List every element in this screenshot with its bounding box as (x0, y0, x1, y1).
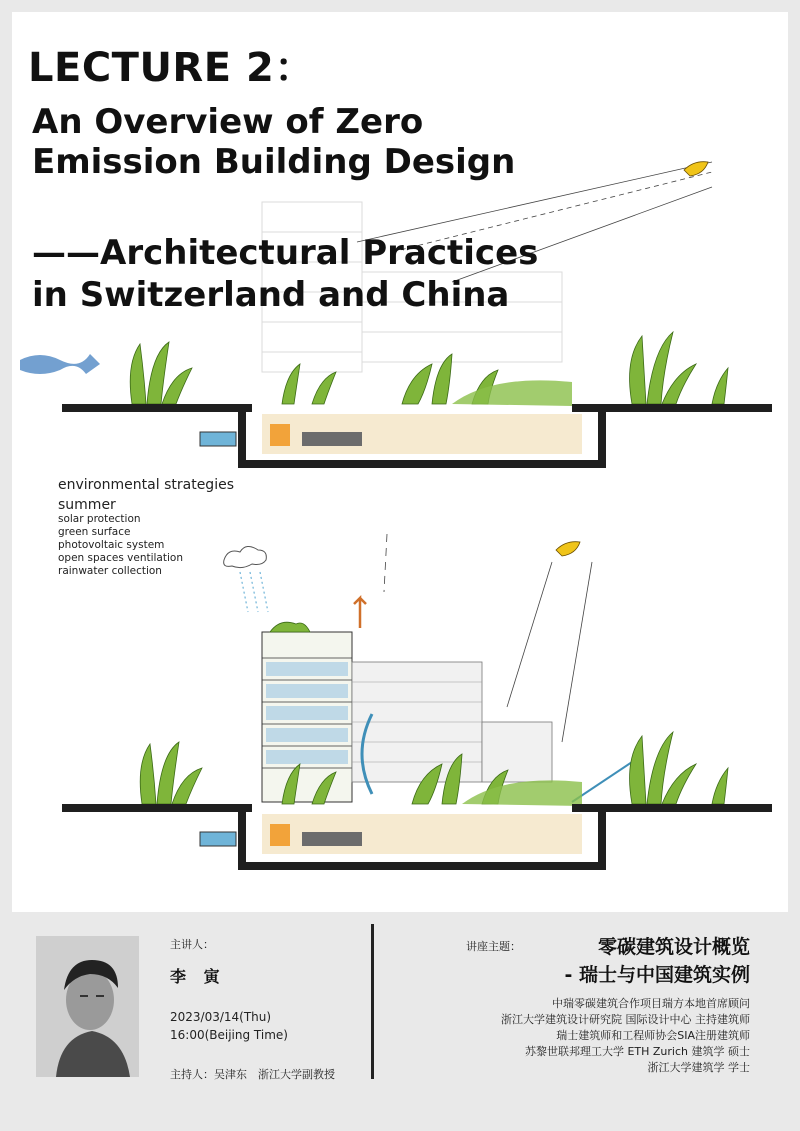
topic-line-1: 零碳建筑设计概览 (597, 936, 750, 958)
lecture-title (32, 102, 515, 182)
strategy-item: photovoltaic system (58, 539, 165, 551)
host-info: 主持人：吴津东 浙江大学副教授 (170, 1068, 335, 1081)
strategies-heading: environmental strategies (58, 477, 234, 493)
speaker-portrait (36, 936, 139, 1077)
bio-line: 浙江大学建筑设计研究院 国际设计中心 主持建筑师 (501, 1013, 750, 1026)
lecture-info-footer (0, 912, 800, 1131)
bio-line: 浙江大学建筑学 学士 (647, 1061, 750, 1074)
title-line-2: Emission Building Design (32, 142, 516, 182)
lecture-poster (12, 12, 788, 912)
subtitle-line-2: in Switzerland and China (32, 275, 510, 315)
strategy-item: solar protection (58, 513, 141, 525)
strategy-item: open spaces ventilation (58, 552, 183, 564)
lecture-number: LECTURE 2： (28, 45, 315, 91)
speaker-photo (36, 936, 139, 1077)
lecture-time: 16:00(Beijing Time) (170, 1028, 288, 1042)
lecture-subtitle (32, 232, 538, 316)
topic-label: 讲座主题： (466, 940, 521, 953)
bio-line: 瑞士建筑师和工程师协会SIA注册建筑师 (556, 1029, 750, 1042)
bio-line: 中瑞零碳建筑合作项目瑞方本地首席顾问 (552, 997, 750, 1010)
subtitle-line-1: ——Architectural Practices (32, 233, 539, 273)
speaker-name: 李 寅 (170, 967, 226, 986)
strategy-item: green surface (58, 526, 131, 538)
speaker-bio (501, 996, 750, 1076)
speaker-label: 主讲人： (170, 938, 214, 951)
title-line-1: An Overview of Zero (32, 102, 424, 142)
strategy-item: rainwater collection (58, 565, 162, 577)
vertical-divider (371, 924, 374, 1079)
topic-line-2: - 瑞士与中国建筑实例 (564, 964, 750, 986)
bio-line: 苏黎世联邦理工大学 ETH Zurich 建筑学 硕士 (524, 1045, 750, 1058)
strategies-season: summer (58, 497, 116, 513)
lecture-date: 2023/03/14(Thu) (170, 1010, 272, 1024)
lower-section-drawing (12, 532, 788, 912)
